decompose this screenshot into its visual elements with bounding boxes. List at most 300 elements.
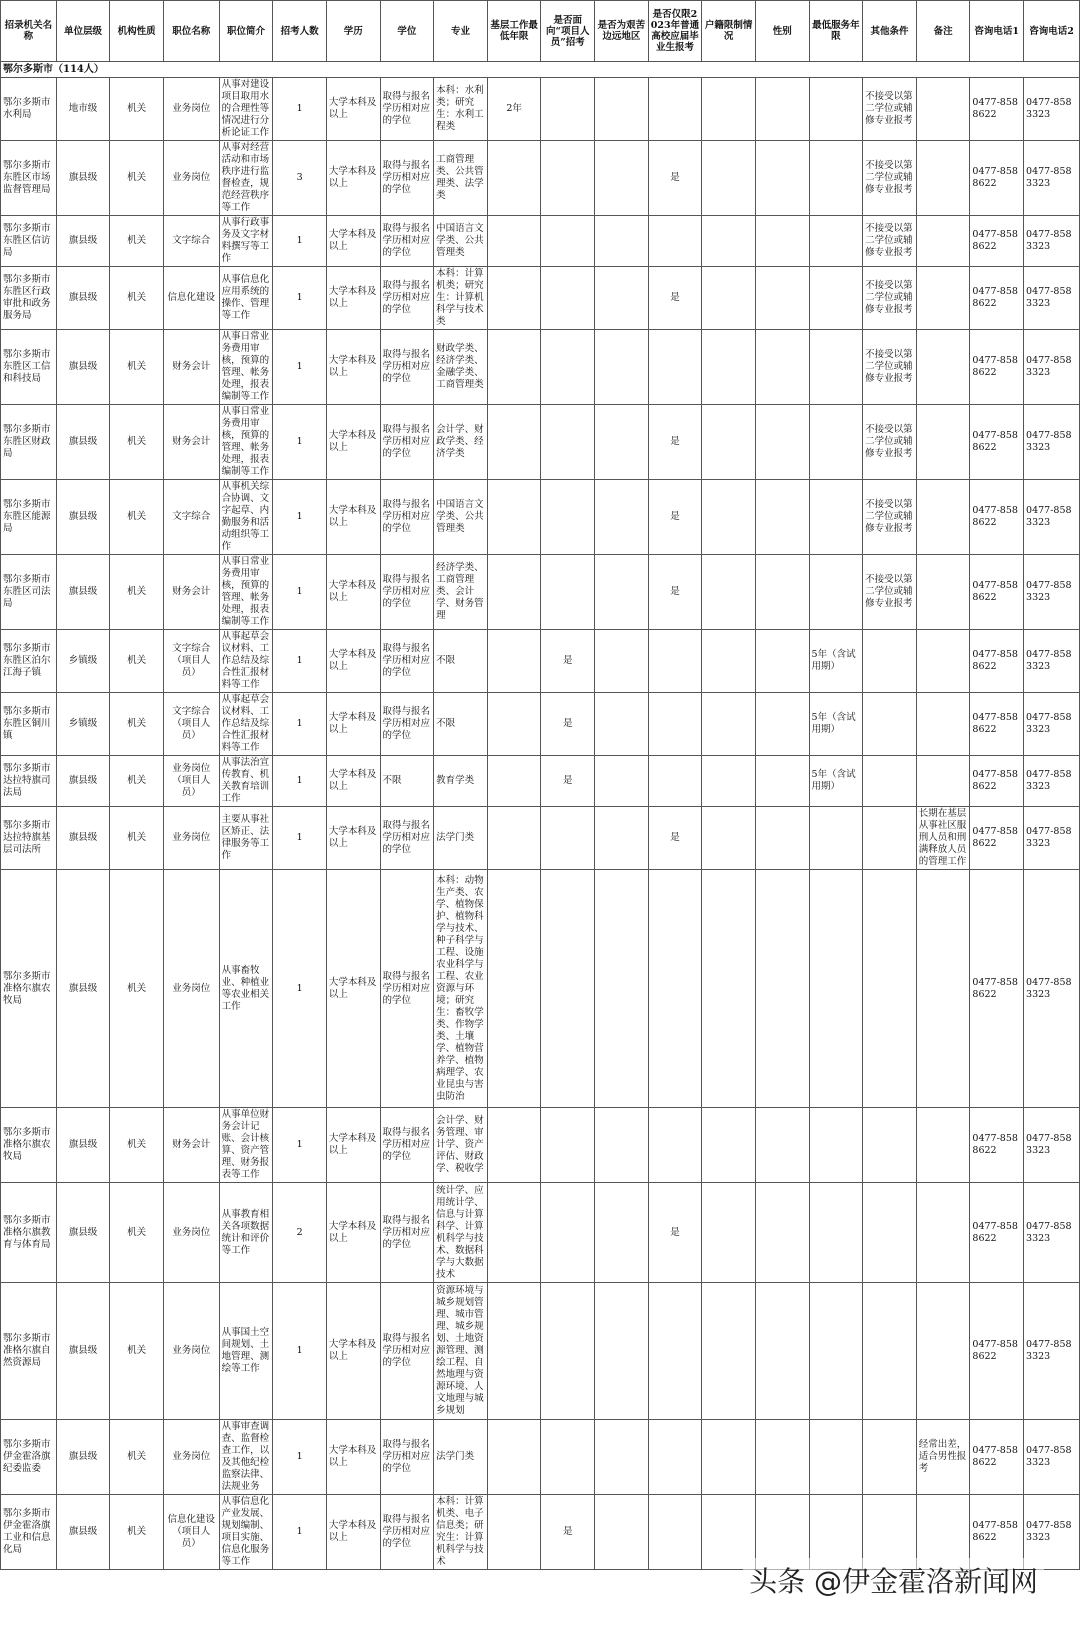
cell-major: 教育学类 [434, 756, 488, 807]
cell-tel2: 0477-8583323 [1024, 141, 1080, 216]
cell-project: 是 [541, 693, 595, 756]
cell-remote [595, 216, 649, 267]
cell-service [809, 480, 863, 555]
cell-years [487, 330, 541, 405]
cell-tel2: 0477-8583323 [1024, 330, 1080, 405]
cell-project [541, 267, 595, 330]
cell-degree: 取得与报名学历相对应的学位 [380, 405, 434, 480]
cell-degree: 取得与报名学历相对应的学位 [380, 480, 434, 555]
cell-remote [595, 555, 649, 630]
cell-nature: 机关 [110, 756, 164, 807]
column-header: 单位层级 [56, 1, 110, 62]
cell-edu: 大学本科及以上 [326, 1420, 380, 1495]
cell-org: 鄂尔多斯市准格尔旗农牧局 [1, 870, 57, 1108]
cell-edu: 大学本科及以上 [326, 1108, 380, 1183]
cell-tel1: 0477-8588622 [970, 1420, 1024, 1495]
cell-major: 会计学、财政学类、经济学类 [434, 405, 488, 480]
cell-huji [702, 267, 756, 330]
cell-degree: 取得与报名学历相对应的学位 [380, 630, 434, 693]
cell-project: 是 [541, 1495, 595, 1570]
cell-nature: 机关 [110, 1420, 164, 1495]
cell-project [541, 480, 595, 555]
cell-note [916, 1183, 970, 1283]
cell-count: 1 [273, 807, 327, 870]
cell-service [809, 1283, 863, 1420]
table-row [1, 630, 1080, 693]
cell-remote [595, 630, 649, 693]
cell-org: 鄂尔多斯市水利局 [1, 78, 57, 141]
cell-years [487, 807, 541, 870]
cell-position: 业务岗位 [163, 807, 219, 870]
cell-service [809, 216, 863, 267]
cell-grad: 是 [648, 555, 702, 630]
cell-org: 鄂尔多斯市东胜区信访局 [1, 216, 57, 267]
cell-org: 鄂尔多斯市东胜区铜川镇 [1, 693, 57, 756]
cell-position: 信息化建设 [163, 267, 219, 330]
cell-other [863, 1283, 917, 1420]
cell-years [487, 870, 541, 1108]
cell-level: 地市级 [56, 78, 110, 141]
cell-note [916, 78, 970, 141]
cell-level: 旗县级 [56, 480, 110, 555]
table-row [1, 555, 1080, 630]
cell-nature: 机关 [110, 480, 164, 555]
column-header: 机构性质 [110, 1, 164, 62]
cell-service [809, 1108, 863, 1183]
column-header: 招录机关名称 [1, 1, 57, 62]
cell-sex [755, 870, 809, 1108]
cell-years [487, 1420, 541, 1495]
cell-huji [702, 1283, 756, 1420]
cell-tel1: 0477-8588622 [970, 1495, 1024, 1570]
cell-tel1: 0477-8588622 [970, 1183, 1024, 1283]
cell-count: 1 [273, 1108, 327, 1183]
cell-tel2: 0477-8583323 [1024, 1108, 1080, 1183]
cell-level: 旗县级 [56, 405, 110, 480]
cell-service [809, 141, 863, 216]
cell-service [809, 405, 863, 480]
cell-remote [595, 405, 649, 480]
cell-intro: 从事畜牧业、种植业等农业相关工作 [219, 870, 273, 1108]
cell-other [863, 630, 917, 693]
cell-years [487, 1183, 541, 1283]
cell-count: 1 [273, 756, 327, 807]
cell-nature: 机关 [110, 216, 164, 267]
cell-sex [755, 756, 809, 807]
cell-intro: 从事机关综合协调、文字起草、内勤服务和活动组织等工作 [219, 480, 273, 555]
cell-tel1: 0477-8588622 [970, 555, 1024, 630]
cell-major: 会计学、财务管理、审计学、资产评估、财政学、税收学 [434, 1108, 488, 1183]
cell-intro: 从事日常业务费用审核，预算的管理、帐务处理，报表编制等工作 [219, 405, 273, 480]
cell-service [809, 267, 863, 330]
cell-tel2: 0477-8583323 [1024, 480, 1080, 555]
cell-major: 法学门类 [434, 1420, 488, 1495]
cell-tel1: 0477-8588622 [970, 216, 1024, 267]
cell-tel2: 0477-8583323 [1024, 807, 1080, 870]
cell-sex [755, 807, 809, 870]
cell-huji [702, 693, 756, 756]
cell-tel1: 0477-8588622 [970, 480, 1024, 555]
column-header: 户籍限制情况 [702, 1, 756, 62]
cell-grad: 是 [648, 267, 702, 330]
cell-huji [702, 756, 756, 807]
cell-project [541, 78, 595, 141]
cell-note [916, 555, 970, 630]
cell-tel1: 0477-8588622 [970, 330, 1024, 405]
cell-nature: 机关 [110, 870, 164, 1108]
cell-major: 不限 [434, 630, 488, 693]
column-header: 学位 [380, 1, 434, 62]
cell-huji [702, 807, 756, 870]
cell-huji [702, 78, 756, 141]
cell-years [487, 267, 541, 330]
cell-degree: 取得与报名学历相对应的学位 [380, 693, 434, 756]
cell-level: 旗县级 [56, 555, 110, 630]
table-row [1, 1283, 1080, 1420]
cell-intro: 主要从事社区矫正、法律服务等工作 [219, 807, 273, 870]
column-header: 招考人数 [273, 1, 327, 62]
cell-intro: 从事国土空间规划、土地管理、测绘等工作 [219, 1283, 273, 1420]
cell-major: 统计学、应用统计学、信息与计算科学、计算机科学与技术、数据科学与大数据技术 [434, 1183, 488, 1283]
table-row [1, 141, 1080, 216]
cell-years [487, 141, 541, 216]
cell-position: 信息化建设（项目人员） [163, 1495, 219, 1570]
cell-major: 资源环境与城乡规划管理、城市管理、城乡规划、土地资源管理、测绘工程、自然地理与资源环境、人文地理与城乡规划 [434, 1283, 488, 1420]
cell-grad: 是 [648, 405, 702, 480]
cell-intro: 从事单位财务会计记账、会计核算、资产管理、财务报表等工作 [219, 1108, 273, 1183]
cell-org: 鄂尔多斯市达拉特旗基层司法所 [1, 807, 57, 870]
cell-service [809, 870, 863, 1108]
cell-intro: 从事对经营活动和市场秩序进行监督检查，规范经营秩序等工作 [219, 141, 273, 216]
cell-nature: 机关 [110, 267, 164, 330]
cell-degree: 取得与报名学历相对应的学位 [380, 870, 434, 1108]
cell-sex [755, 1108, 809, 1183]
cell-other [863, 693, 917, 756]
cell-note [916, 267, 970, 330]
cell-edu: 大学本科及以上 [326, 78, 380, 141]
cell-sex [755, 693, 809, 756]
cell-grad [648, 78, 702, 141]
cell-project [541, 807, 595, 870]
cell-note [916, 405, 970, 480]
cell-level: 旗县级 [56, 267, 110, 330]
table-row [1, 78, 1080, 141]
cell-note [916, 330, 970, 405]
cell-count: 1 [273, 330, 327, 405]
column-header: 是否为艰苦边远地区 [595, 1, 649, 62]
cell-major: 本科：水利类；研究生：水利工程类 [434, 78, 488, 141]
cell-nature: 机关 [110, 630, 164, 693]
cell-degree: 取得与报名学历相对应的学位 [380, 1420, 434, 1495]
cell-tel1: 0477-8588622 [970, 693, 1024, 756]
column-header: 最低服务年限 [809, 1, 863, 62]
cell-years [487, 1108, 541, 1183]
cell-position: 业务岗位 [163, 1420, 219, 1495]
cell-project [541, 555, 595, 630]
cell-degree: 取得与报名学历相对应的学位 [380, 330, 434, 405]
cell-degree: 取得与报名学历相对应的学位 [380, 267, 434, 330]
cell-sex [755, 1420, 809, 1495]
cell-level: 旗县级 [56, 1183, 110, 1283]
cell-edu: 大学本科及以上 [326, 756, 380, 807]
cell-tel2: 0477-8583323 [1024, 693, 1080, 756]
cell-intro: 从事信息化产业发展、规划编制、项目实施、信息化服务等工作 [219, 1495, 273, 1570]
column-header: 咨询电话1 [970, 1, 1024, 62]
cell-grad [648, 216, 702, 267]
cell-service [809, 1183, 863, 1283]
column-header: 备注 [916, 1, 970, 62]
cell-tel1: 0477-8588622 [970, 1108, 1024, 1183]
column-header: 性别 [755, 1, 809, 62]
cell-tel2: 0477-8583323 [1024, 1495, 1080, 1570]
cell-remote [595, 267, 649, 330]
cell-remote [595, 1495, 649, 1570]
cell-tel1: 0477-8588622 [970, 630, 1024, 693]
cell-huji [702, 555, 756, 630]
cell-other: 不接受以第二学位或辅修专业报考 [863, 267, 917, 330]
cell-note [916, 1108, 970, 1183]
cell-note [916, 1283, 970, 1420]
cell-level: 旗县级 [56, 870, 110, 1108]
cell-sex [755, 555, 809, 630]
cell-intro: 从事起草会议材料、工作总结及综合性汇报材料等工作 [219, 630, 273, 693]
cell-count: 1 [273, 555, 327, 630]
cell-edu: 大学本科及以上 [326, 1495, 380, 1570]
cell-huji [702, 1108, 756, 1183]
cell-other [863, 1183, 917, 1283]
cell-position: 文字综合 [163, 216, 219, 267]
cell-tel2: 0477-8583323 [1024, 216, 1080, 267]
cell-edu: 大学本科及以上 [326, 405, 380, 480]
cell-count: 1 [273, 1283, 327, 1420]
cell-position: 业务岗位（项目人员） [163, 756, 219, 807]
column-header: 咨询电话2 [1024, 1, 1080, 62]
cell-level: 旗县级 [56, 330, 110, 405]
cell-other [863, 807, 917, 870]
cell-intro: 从事起草会议材料、工作总结及综合性汇报材料等工作 [219, 693, 273, 756]
cell-degree: 取得与报名学历相对应的学位 [380, 807, 434, 870]
cell-service [809, 807, 863, 870]
cell-remote [595, 330, 649, 405]
table-row [1, 330, 1080, 405]
cell-position: 文字综合 [163, 480, 219, 555]
cell-huji [702, 330, 756, 405]
cell-years [487, 693, 541, 756]
cell-nature: 机关 [110, 807, 164, 870]
region-label: 鄂尔多斯市（114人） [1, 62, 1080, 78]
column-header: 专业 [434, 1, 488, 62]
cell-count: 1 [273, 630, 327, 693]
cell-level: 旗县级 [56, 1283, 110, 1420]
cell-intro: 从事审查调查、监督检查工作，以及其他纪检监察法律、法规业务 [219, 1420, 273, 1495]
cell-service: 5年（含试用期） [809, 756, 863, 807]
cell-grad [648, 693, 702, 756]
cell-org: 鄂尔多斯市东胜区泊尔江海子镇 [1, 630, 57, 693]
table-row [1, 756, 1080, 807]
cell-edu: 大学本科及以上 [326, 807, 380, 870]
cell-grad [648, 1420, 702, 1495]
column-header: 其他条件 [863, 1, 917, 62]
cell-huji [702, 480, 756, 555]
cell-intro: 从事法治宣传教育、机关教育培训工作 [219, 756, 273, 807]
cell-edu: 大学本科及以上 [326, 555, 380, 630]
cell-nature: 机关 [110, 405, 164, 480]
cell-count: 3 [273, 141, 327, 216]
cell-major: 中国语言文学类、公共管理类 [434, 480, 488, 555]
cell-years: 2年 [487, 78, 541, 141]
cell-org: 鄂尔多斯市准格尔旗农牧局 [1, 1108, 57, 1183]
cell-major: 中国语言文学类、公共管理类 [434, 216, 488, 267]
cell-degree: 取得与报名学历相对应的学位 [380, 1108, 434, 1183]
cell-grad [648, 1495, 702, 1570]
table-row [1, 405, 1080, 480]
cell-remote [595, 480, 649, 555]
cell-remote [595, 1283, 649, 1420]
cell-huji [702, 630, 756, 693]
cell-major: 本科：动物生产类、农学、植物保护、植物科学与技术、种子科学与工程、设施农业科学与工程、农业资源与环境；研究生：畜牧学类、作物学类、土壤学、植物营养学、植物病理学、农业昆虫与害虫防治 [434, 870, 488, 1108]
cell-years [487, 480, 541, 555]
cell-count: 1 [273, 78, 327, 141]
cell-remote [595, 870, 649, 1108]
column-header: 学历 [326, 1, 380, 62]
cell-service: 5年（含试用期） [809, 693, 863, 756]
table-row [1, 693, 1080, 756]
cell-level: 旗县级 [56, 1495, 110, 1570]
cell-tel2: 0477-8583323 [1024, 870, 1080, 1108]
cell-position: 文字综合（项目人员） [163, 693, 219, 756]
cell-other [863, 1108, 917, 1183]
cell-position: 财务会计 [163, 1108, 219, 1183]
cell-org: 鄂尔多斯市东胜区市场监督管理局 [1, 141, 57, 216]
cell-grad [648, 1108, 702, 1183]
cell-remote [595, 1183, 649, 1283]
cell-sex [755, 141, 809, 216]
cell-project [541, 141, 595, 216]
cell-note: 经常出差，适合男性报考 [916, 1420, 970, 1495]
cell-grad [648, 630, 702, 693]
region-row [1, 62, 1080, 78]
cell-intro: 从事信息化应用系统的操作、管理等工作 [219, 267, 273, 330]
cell-years [487, 630, 541, 693]
cell-degree: 取得与报名学历相对应的学位 [380, 141, 434, 216]
cell-remote [595, 141, 649, 216]
table-row [1, 216, 1080, 267]
cell-other: 不接受以第二学位或辅修专业报考 [863, 141, 917, 216]
cell-position: 业务岗位 [163, 870, 219, 1108]
cell-tel2: 0477-8583323 [1024, 405, 1080, 480]
cell-project [541, 1108, 595, 1183]
cell-tel1: 0477-8588622 [970, 870, 1024, 1108]
cell-tel1: 0477-8588622 [970, 267, 1024, 330]
cell-years [487, 1283, 541, 1420]
header-row [1, 1, 1080, 62]
cell-years [487, 216, 541, 267]
column-header: 是否仅限2023年普通高校应届毕业生报考 [648, 1, 702, 62]
cell-other [863, 1420, 917, 1495]
cell-nature: 机关 [110, 1495, 164, 1570]
table-row [1, 1183, 1080, 1283]
cell-org: 鄂尔多斯市达拉特旗司法局 [1, 756, 57, 807]
cell-nature: 机关 [110, 1183, 164, 1283]
cell-level: 旗县级 [56, 807, 110, 870]
cell-major: 法学门类 [434, 807, 488, 870]
cell-remote [595, 756, 649, 807]
column-header: 基层工作最低年限 [487, 1, 541, 62]
cell-org: 鄂尔多斯市东胜区工信和科技局 [1, 330, 57, 405]
cell-level: 旗县级 [56, 1420, 110, 1495]
cell-org: 鄂尔多斯市东胜区能源局 [1, 480, 57, 555]
cell-position: 财务会计 [163, 555, 219, 630]
cell-sex [755, 480, 809, 555]
table-row [1, 480, 1080, 555]
cell-sex [755, 330, 809, 405]
cell-huji [702, 1420, 756, 1495]
cell-org: 鄂尔多斯市伊金霍洛旗纪委监委 [1, 1420, 57, 1495]
column-header: 是否面向“项目人员”招考 [541, 1, 595, 62]
cell-position: 业务岗位 [163, 141, 219, 216]
cell-org: 鄂尔多斯市东胜区司法局 [1, 555, 57, 630]
cell-degree: 取得与报名学历相对应的学位 [380, 1183, 434, 1283]
cell-nature: 机关 [110, 693, 164, 756]
cell-note [916, 630, 970, 693]
cell-remote [595, 1108, 649, 1183]
cell-service [809, 555, 863, 630]
cell-edu: 大学本科及以上 [326, 480, 380, 555]
cell-edu: 大学本科及以上 [326, 630, 380, 693]
cell-sex [755, 216, 809, 267]
cell-tel1: 0477-8588622 [970, 756, 1024, 807]
cell-position: 财务会计 [163, 330, 219, 405]
cell-project [541, 1283, 595, 1420]
cell-level: 乡镇级 [56, 693, 110, 756]
cell-org: 鄂尔多斯市准格尔旗自然资源局 [1, 1283, 57, 1420]
cell-other: 不接受以第二学位或辅修专业报考 [863, 405, 917, 480]
cell-sex [755, 405, 809, 480]
cell-note [916, 756, 970, 807]
cell-tel1: 0477-8588622 [970, 1283, 1024, 1420]
cell-grad [648, 1283, 702, 1420]
cell-project: 是 [541, 630, 595, 693]
cell-huji [702, 141, 756, 216]
cell-tel2: 0477-8583323 [1024, 555, 1080, 630]
cell-edu: 大学本科及以上 [326, 1283, 380, 1420]
cell-edu: 大学本科及以上 [326, 216, 380, 267]
cell-tel2: 0477-8583323 [1024, 1420, 1080, 1495]
cell-huji [702, 405, 756, 480]
cell-position: 业务岗位 [163, 78, 219, 141]
cell-sex [755, 267, 809, 330]
cell-nature: 机关 [110, 78, 164, 141]
cell-project: 是 [541, 756, 595, 807]
cell-service [809, 330, 863, 405]
cell-service [809, 78, 863, 141]
cell-degree: 取得与报名学历相对应的学位 [380, 1283, 434, 1420]
cell-nature: 机关 [110, 1283, 164, 1420]
cell-count: 1 [273, 216, 327, 267]
cell-grad [648, 870, 702, 1108]
cell-intro: 从事对建设项目取用水的合理性等情况进行分析论证工作 [219, 78, 273, 141]
cell-intro: 从事日常业务费用审核，预算的管理、帐务处理，报表编制等工作 [219, 330, 273, 405]
cell-service [809, 1420, 863, 1495]
cell-huji [702, 1183, 756, 1283]
cell-position: 财务会计 [163, 405, 219, 480]
cell-level: 旗县级 [56, 1108, 110, 1183]
table-row [1, 267, 1080, 330]
cell-other: 不接受以第二学位或辅修专业报考 [863, 78, 917, 141]
cell-tel1: 0477-8588622 [970, 141, 1024, 216]
cell-other [863, 756, 917, 807]
cell-count: 1 [273, 405, 327, 480]
